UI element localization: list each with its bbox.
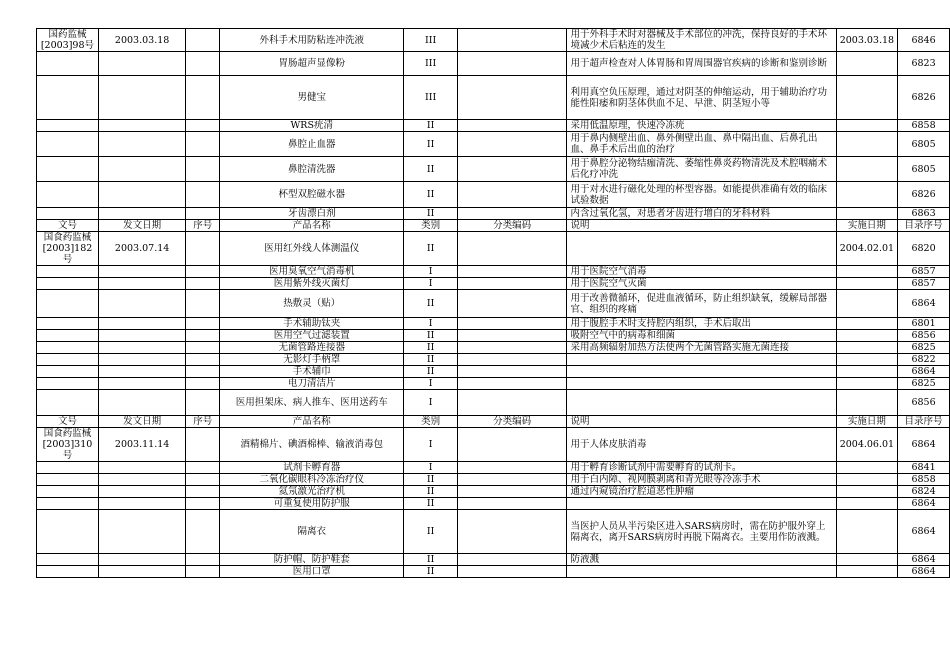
doc-number-cell — [37, 157, 99, 182]
desc-cell: 通过内窥镜治疗腔道恶性肿瘤 — [567, 486, 836, 498]
code-cell — [457, 486, 567, 498]
doc-number-cell — [37, 266, 99, 278]
class-cell: II — [404, 330, 457, 342]
code-cell — [457, 120, 567, 132]
desc-cell: 防液溅 — [567, 554, 836, 566]
catalog-cell: 6864 — [898, 290, 950, 318]
header-catalog: 目录序号 — [898, 220, 950, 232]
impl-cell — [836, 498, 897, 510]
doc-number-cell — [37, 378, 99, 390]
class-cell: II — [404, 232, 457, 266]
table-row — [37, 330, 950, 342]
header-row — [37, 416, 950, 428]
impl-cell — [836, 132, 897, 157]
date-cell — [98, 474, 185, 486]
class-cell: I — [404, 390, 457, 416]
date-cell — [98, 510, 185, 554]
table-row — [37, 120, 950, 132]
table-row — [37, 378, 950, 390]
table-body — [37, 29, 950, 578]
code-cell — [457, 342, 567, 354]
impl-cell — [836, 157, 897, 182]
name-cell: 医用臭氧空气消毒机 — [220, 266, 404, 278]
table-row — [37, 278, 950, 290]
code-cell — [457, 266, 567, 278]
seq-cell — [186, 498, 220, 510]
header-code: 分类编码 — [457, 220, 567, 232]
name-cell: 电刀清洁片 — [220, 378, 404, 390]
table-row — [37, 474, 950, 486]
doc-number-cell — [37, 182, 99, 208]
desc-cell — [567, 498, 836, 510]
date-cell — [98, 132, 185, 157]
date-cell — [98, 52, 185, 76]
code-cell — [457, 330, 567, 342]
table-row — [37, 554, 950, 566]
doc-number-cell — [37, 330, 99, 342]
date-cell: 2003.11.14 — [98, 428, 185, 462]
doc-number-cell — [37, 366, 99, 378]
doc-number-cell — [37, 474, 99, 486]
catalog-cell: 6858 — [898, 120, 950, 132]
name-cell: 牙齿漂白剂 — [220, 208, 404, 220]
header-desc: 说明 — [567, 416, 836, 428]
table-row — [37, 566, 950, 578]
date-cell — [98, 390, 185, 416]
name-cell: 手术辅助钛夹 — [220, 318, 404, 330]
catalog-cell: 6858 — [898, 474, 950, 486]
class-cell: II — [404, 354, 457, 366]
code-cell — [457, 366, 567, 378]
catalog-cell: 6864 — [898, 498, 950, 510]
doc-number-cell — [37, 510, 99, 554]
name-cell: 外科手术用防粘连冲洗液 — [220, 29, 404, 52]
class-cell: I — [404, 428, 457, 462]
catalog-cell: 6801 — [898, 318, 950, 330]
code-cell — [457, 354, 567, 366]
date-cell: 2003.07.14 — [98, 232, 185, 266]
impl-cell — [836, 52, 897, 76]
header-class: 类别 — [404, 416, 457, 428]
seq-cell — [186, 157, 220, 182]
doc-number-cell — [37, 342, 99, 354]
impl-cell — [836, 554, 897, 566]
impl-cell — [836, 278, 897, 290]
doc-number-cell — [37, 318, 99, 330]
table-row — [37, 318, 950, 330]
seq-cell — [186, 474, 220, 486]
impl-cell — [836, 290, 897, 318]
class-cell: I — [404, 278, 457, 290]
impl-cell — [836, 566, 897, 578]
name-cell: 热敷灵（贴） — [220, 290, 404, 318]
seq-cell — [186, 52, 220, 76]
doc-number-cell — [37, 278, 99, 290]
header-code: 分类编码 — [457, 416, 567, 428]
code-cell — [457, 462, 567, 474]
date-cell — [98, 318, 185, 330]
class-cell: II — [404, 290, 457, 318]
header-doc: 文号 — [37, 416, 99, 428]
catalog-cell: 6820 — [898, 232, 950, 266]
table-row — [37, 76, 950, 120]
doc-number-line: [2003]182号 — [42, 243, 93, 265]
desc-cell: 用于腹腔手术时支持腔内组织，手术后取出 — [567, 318, 836, 330]
class-cell: I — [404, 378, 457, 390]
desc-cell: 用于鼻内侧壁出血、鼻外侧壁出血、鼻中隔出血、后鼻孔出血、鼻手术后出血的治疗 — [567, 132, 836, 157]
doc-number-cell — [37, 290, 99, 318]
catalog-cell: 6864 — [898, 510, 950, 554]
date-cell — [98, 366, 185, 378]
class-cell: III — [404, 52, 457, 76]
class-cell: II — [404, 208, 457, 220]
catalog-cell: 6856 — [898, 390, 950, 416]
catalog-cell: 6824 — [898, 486, 950, 498]
catalog-cell: 6856 — [898, 330, 950, 342]
name-cell: 医用空气过滤装置 — [220, 330, 404, 342]
seq-cell — [186, 318, 220, 330]
class-cell: II — [404, 157, 457, 182]
header-impl: 实施日期 — [836, 416, 897, 428]
name-cell: 酒精棉片、碘酒棉棒、输液消毒包 — [220, 428, 404, 462]
class-cell: II — [404, 566, 457, 578]
header-name: 产品名称 — [220, 416, 404, 428]
desc-cell: 用于对水进行磁化处理的杯型容器。如能提供准确有效的临床试验数据 — [567, 182, 836, 208]
date-cell — [98, 498, 185, 510]
seq-cell — [186, 354, 220, 366]
impl-cell — [836, 486, 897, 498]
doc-number-cell — [37, 566, 99, 578]
doc-number-line: 国食药监械 — [43, 232, 92, 243]
code-cell — [457, 52, 567, 76]
name-cell: 无菌管路连接器 — [220, 342, 404, 354]
desc-cell: 采用低温原理，快速冷冻疣 — [567, 120, 836, 132]
class-cell: II — [404, 486, 457, 498]
date-cell: 2003.03.18 — [98, 29, 185, 52]
name-cell: 医用担架床、病人推车、医用送药车 — [220, 390, 404, 416]
class-cell: III — [404, 76, 457, 120]
code-cell — [457, 566, 567, 578]
seq-cell — [186, 428, 220, 462]
class-cell: II — [404, 132, 457, 157]
catalog-cell: 6805 — [898, 157, 950, 182]
name-cell: 试剂卡孵育器 — [220, 462, 404, 474]
date-cell — [98, 566, 185, 578]
impl-cell — [836, 182, 897, 208]
code-cell — [457, 378, 567, 390]
name-cell: 可重复使用防护服 — [220, 498, 404, 510]
impl-cell — [836, 208, 897, 220]
desc-cell — [567, 232, 836, 266]
name-cell: 手术辅巾 — [220, 366, 404, 378]
impl-cell — [836, 354, 897, 366]
date-cell — [98, 182, 185, 208]
name-cell: 男健宝 — [220, 76, 404, 120]
code-cell — [457, 290, 567, 318]
class-cell: I — [404, 266, 457, 278]
table-row — [37, 266, 950, 278]
catalog-cell: 6841 — [898, 462, 950, 474]
desc-cell — [567, 378, 836, 390]
seq-cell — [186, 390, 220, 416]
catalog-cell: 6823 — [898, 52, 950, 76]
table-row — [37, 510, 950, 554]
date-cell — [98, 120, 185, 132]
table-row — [37, 486, 950, 498]
desc-cell: 利用真空负压原理，通过对阴茎的伸缩运动，用于辅助治疗功能性阳痿和阴茎体供血不足、早泄、阴茎短小等 — [567, 76, 836, 120]
doc-number-cell — [37, 232, 99, 266]
desc-cell — [567, 354, 836, 366]
doc-number-cell — [37, 76, 99, 120]
date-cell — [98, 266, 185, 278]
doc-number-cell — [37, 29, 99, 52]
catalog-cell: 6857 — [898, 266, 950, 278]
table-row — [37, 390, 950, 416]
seq-cell — [186, 366, 220, 378]
impl-cell — [836, 474, 897, 486]
desc-cell: 用于医院空气灭菌 — [567, 278, 836, 290]
name-cell: 无影灯手柄罩 — [220, 354, 404, 366]
impl-cell — [836, 390, 897, 416]
class-cell: II — [404, 120, 457, 132]
table-row — [37, 208, 950, 220]
desc-cell: 用于孵育诊断试剂中需要孵育的试剂卡。 — [567, 462, 836, 474]
header-date: 发文日期 — [98, 416, 185, 428]
desc-cell — [567, 566, 836, 578]
table-row — [37, 342, 950, 354]
date-cell — [98, 278, 185, 290]
code-cell — [457, 157, 567, 182]
date-cell — [98, 378, 185, 390]
seq-cell — [186, 76, 220, 120]
impl-cell — [836, 330, 897, 342]
table-row — [37, 354, 950, 366]
code-cell — [457, 278, 567, 290]
doc-number-line: 国食药监械 — [43, 428, 92, 439]
code-cell — [457, 498, 567, 510]
desc-cell: 采用高频辐射加热方法使两个无菌管路实施无菌连接 — [567, 342, 836, 354]
header-row — [37, 220, 950, 232]
doc-number-cell — [37, 132, 99, 157]
seq-cell — [186, 278, 220, 290]
desc-cell: 用于白内障、视网膜剥离和青光眼等冷冻手术 — [567, 474, 836, 486]
desc-cell: 吸附空气中的病毒和细菌 — [567, 330, 836, 342]
code-cell — [457, 76, 567, 120]
catalog-cell: 6825 — [898, 378, 950, 390]
table-row — [37, 498, 950, 510]
code-cell — [457, 428, 567, 462]
class-cell: II — [404, 498, 457, 510]
impl-cell — [836, 510, 897, 554]
seq-cell — [186, 566, 220, 578]
impl-cell — [836, 318, 897, 330]
name-cell: 医用红外线人体测温仪 — [220, 232, 404, 266]
catalog-cell: 6846 — [898, 29, 950, 52]
table-row — [37, 428, 950, 462]
catalog-cell: 6826 — [898, 182, 950, 208]
table-row — [37, 232, 950, 266]
seq-cell — [186, 120, 220, 132]
impl-cell: 2004.06.01 — [836, 428, 897, 462]
desc-cell: 内含过氧化氢，对患者牙齿进行增白的牙科材料 — [567, 208, 836, 220]
catalog-cell: 6864 — [898, 566, 950, 578]
doc-number-cell — [37, 208, 99, 220]
doc-number-cell — [37, 354, 99, 366]
desc-cell: 当医护人员从半污染区进入SARS病房时，需在防护服外穿上隔离衣，离开SARS病房时再脱下隔离衣。主要用作防液溅。 — [567, 510, 836, 554]
desc-cell: 用于改善微循环，促进血液循环，防止组织缺氧，缓解局部器官、组织的疼痛 — [567, 290, 836, 318]
table-row — [37, 366, 950, 378]
impl-cell — [836, 342, 897, 354]
class-cell: II — [404, 510, 457, 554]
name-cell: WRS疣清 — [220, 120, 404, 132]
catalog-cell: 6822 — [898, 354, 950, 366]
name-cell: 医用口罩 — [220, 566, 404, 578]
date-cell — [98, 330, 185, 342]
code-cell — [457, 208, 567, 220]
name-cell: 胃肠超声显像粉 — [220, 52, 404, 76]
catalog-cell: 6825 — [898, 342, 950, 354]
date-cell — [98, 486, 185, 498]
seq-cell — [186, 486, 220, 498]
desc-cell: 用于外科手术时对器械及手术部位的冲洗，保持良好的手术环境减少术后粘连的发生 — [567, 29, 836, 52]
name-cell: 氦氖激光治疗机 — [220, 486, 404, 498]
header-doc: 文号 — [37, 220, 99, 232]
desc-cell: 用于医院空气消毒 — [567, 266, 836, 278]
impl-cell — [836, 120, 897, 132]
doc-number-cell — [37, 120, 99, 132]
code-cell — [457, 474, 567, 486]
name-cell: 二氧化碳眼科冷冻治疗仪 — [220, 474, 404, 486]
code-cell — [457, 29, 567, 52]
class-cell: II — [404, 366, 457, 378]
impl-cell — [836, 266, 897, 278]
catalog-cell: 6864 — [898, 554, 950, 566]
catalog-cell: 6805 — [898, 132, 950, 157]
date-cell — [98, 462, 185, 474]
catalog-cell: 6864 — [898, 366, 950, 378]
table-row — [37, 182, 950, 208]
header-class: 类别 — [404, 220, 457, 232]
name-cell: 隔离衣 — [220, 510, 404, 554]
seq-cell — [186, 342, 220, 354]
code-cell — [457, 132, 567, 157]
desc-cell: 用于鼻腔分泌物结痂清洗、萎缩性鼻炎药物清洗及术腔咽痛术后化疗冲洗 — [567, 157, 836, 182]
catalog-cell: 6857 — [898, 278, 950, 290]
seq-cell — [186, 378, 220, 390]
name-cell: 杯型双腔磁水器 — [220, 182, 404, 208]
seq-cell — [186, 29, 220, 52]
desc-cell: 用于超声检查对人体胃肠和胃周围器官疾病的诊断和鉴别诊断 — [567, 52, 836, 76]
seq-cell — [186, 208, 220, 220]
header-date: 发文日期 — [98, 220, 185, 232]
class-cell: I — [404, 318, 457, 330]
doc-number-cell — [37, 554, 99, 566]
class-cell: II — [404, 182, 457, 208]
seq-cell — [186, 266, 220, 278]
code-cell — [457, 232, 567, 266]
class-cell: II — [404, 342, 457, 354]
code-cell — [457, 390, 567, 416]
date-cell — [98, 290, 185, 318]
seq-cell — [186, 554, 220, 566]
class-cell: I — [404, 462, 457, 474]
seq-cell — [186, 232, 220, 266]
doc-number-line: 国药监械 — [48, 29, 87, 40]
impl-cell: 2004.02.01 — [836, 232, 897, 266]
seq-cell — [186, 290, 220, 318]
code-cell — [457, 318, 567, 330]
table-row — [37, 132, 950, 157]
code-cell — [457, 182, 567, 208]
name-cell: 鼻腔清洗器 — [220, 157, 404, 182]
class-cell: II — [404, 554, 457, 566]
header-seq: 序号 — [186, 416, 220, 428]
seq-cell — [186, 330, 220, 342]
seq-cell — [186, 510, 220, 554]
catalog-cell: 6864 — [898, 428, 950, 462]
impl-cell: 2003.03.18 — [836, 29, 897, 52]
seq-cell — [186, 462, 220, 474]
doc-number-cell — [37, 486, 99, 498]
header-seq: 序号 — [186, 220, 220, 232]
desc-cell — [567, 390, 836, 416]
class-cell: II — [404, 474, 457, 486]
code-cell — [457, 510, 567, 554]
name-cell: 鼻腔止血器 — [220, 132, 404, 157]
class-cell: III — [404, 29, 457, 52]
date-cell — [98, 76, 185, 120]
table-row — [37, 157, 950, 182]
code-cell — [457, 554, 567, 566]
desc-cell: 用于人体皮肤消毒 — [567, 428, 836, 462]
catalog-cell: 6826 — [898, 76, 950, 120]
header-name: 产品名称 — [220, 220, 404, 232]
header-catalog: 目录序号 — [898, 416, 950, 428]
table-row — [37, 29, 950, 52]
doc-number-cell — [37, 462, 99, 474]
doc-number-cell — [37, 390, 99, 416]
impl-cell — [836, 462, 897, 474]
header-impl: 实施日期 — [836, 220, 897, 232]
doc-number-cell — [37, 498, 99, 510]
seq-cell — [186, 182, 220, 208]
table-row — [37, 462, 950, 474]
product-catalog-table — [36, 28, 950, 578]
doc-number-line: [2003]98号 — [40, 40, 95, 51]
header-desc: 说明 — [567, 220, 836, 232]
seq-cell — [186, 132, 220, 157]
name-cell: 防护帽、防护鞋套 — [220, 554, 404, 566]
table-row — [37, 290, 950, 318]
desc-cell — [567, 366, 836, 378]
catalog-cell: 6863 — [898, 208, 950, 220]
table-row — [37, 52, 950, 76]
doc-number-cell — [37, 428, 99, 462]
impl-cell — [836, 366, 897, 378]
name-cell: 医用紫外线灭菌灯 — [220, 278, 404, 290]
impl-cell — [836, 76, 897, 120]
impl-cell — [836, 378, 897, 390]
date-cell — [98, 354, 185, 366]
doc-number-cell — [37, 52, 99, 76]
date-cell — [98, 554, 185, 566]
date-cell — [98, 157, 185, 182]
date-cell — [98, 208, 185, 220]
doc-number-line: [2003]310号 — [42, 439, 93, 461]
date-cell — [98, 342, 185, 354]
